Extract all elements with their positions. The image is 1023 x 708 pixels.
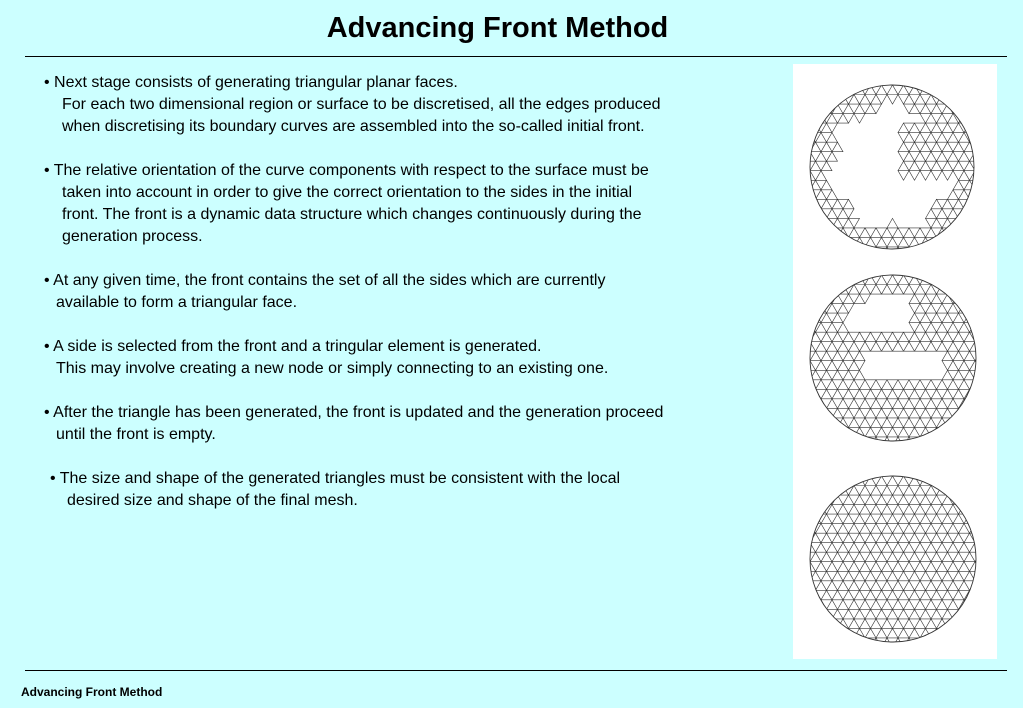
mesh-stage-complete <box>794 467 998 658</box>
bullet-line: available to form a triangular face. <box>56 294 298 311</box>
title-divider <box>25 56 1007 57</box>
mesh-stages-illustration <box>793 64 997 659</box>
bullet-item <box>44 160 784 248</box>
bullet-line: This may involve creating a new node or simply connecting to an existing one. <box>56 360 609 377</box>
bullet-line: • A side is selected from the front and a tringular element is generated. <box>44 338 542 355</box>
mesh-stage-partial <box>794 266 998 457</box>
footer-divider <box>25 670 1007 671</box>
mesh-triangles <box>794 76 998 267</box>
bullet-line: front. The front is a dynamic data structure which changes continuously during the <box>62 206 642 223</box>
bullet-list <box>44 72 784 534</box>
bullet-line: • Next stage consists of generating triangular planar faces. <box>44 74 458 91</box>
bullet-line: taken into account in order to give the correct orientation to the sides in the initial <box>62 184 633 201</box>
bullet-line: For each two dimensional region or surface to be discretised, all the edges produced <box>62 96 661 113</box>
bullet-line: • The relative orientation of the curve components with respect to the surface must be <box>44 162 649 179</box>
bullet-line: when discretising its boundary curves are assembled into the so-called initial front. <box>62 118 645 135</box>
bullet-line: desired size and shape of the final mesh. <box>67 492 358 509</box>
bullet-item <box>44 336 784 380</box>
bullet-item <box>50 468 784 512</box>
bullet-line: • At any given time, the front contains the set of all the sides which are currently <box>44 272 606 289</box>
mesh-triangles <box>794 467 998 658</box>
mesh-triangles <box>794 266 998 457</box>
mesh-figure-panel <box>793 64 997 659</box>
bullet-line: • After the triangle has been generated, the front is updated and the generation proceed <box>44 404 664 421</box>
bullet-item <box>44 402 784 446</box>
bullet-line: • The size and shape of the generated triangles must be consistent with the local <box>50 470 621 487</box>
bullet-item <box>44 270 784 314</box>
footer-text: Advancing Front Method <box>21 685 163 699</box>
bullet-line: until the front is empty. <box>56 426 216 443</box>
bullet-line: generation process. <box>62 228 203 245</box>
bullet-item <box>44 72 784 138</box>
slide-title: Advancing Front Method <box>326 12 669 44</box>
mesh-stage-initial-front <box>794 76 998 267</box>
